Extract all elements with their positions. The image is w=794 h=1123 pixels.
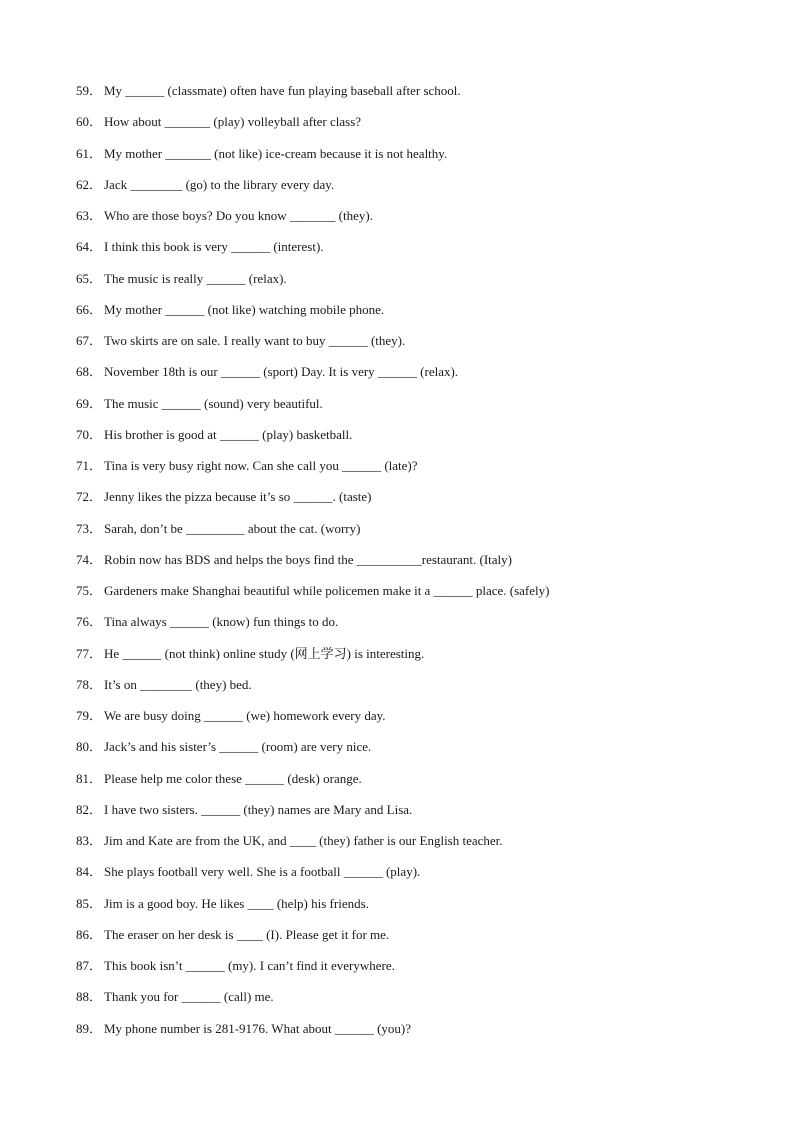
question-item (76, 799, 756, 830)
question-text: I have two sisters. ______ (they) names are Mary and Lisa. (104, 801, 413, 817)
question-text: She plays football very well. She is a football ______ (play). (104, 864, 421, 880)
question-text: We are busy doing ______ (we) homework every day. (104, 708, 386, 723)
question-number: 66． (76, 301, 103, 317)
question-number: 63． (76, 208, 103, 223)
question-number: 79． (76, 708, 103, 723)
question-text: Who are those boys? Do you know _______ (they). (104, 208, 373, 223)
question-text: His brother is good at ______ (play) basketball. (104, 426, 353, 442)
question-text: The eraser on her desk is ____ (I). Please get it for me. (104, 926, 390, 942)
question-text: The music is really ______ (relax). (104, 270, 287, 286)
question-item (76, 674, 756, 705)
question-text: This book isn’t ______ (my). I can’t find it everywhere. (104, 958, 395, 973)
question-number: 60． (76, 114, 103, 130)
question-text: Gardeners make Shanghai beautiful while policemen make it a ______ place. (safely) (104, 583, 550, 598)
question-number: 72． (76, 489, 103, 505)
question-text: Jack’s and his sister’s ______ (room) are very nice. (104, 739, 372, 755)
question-item (76, 955, 756, 986)
question-number: 86． (76, 926, 103, 942)
question-item (76, 111, 756, 142)
question-number: 76． (76, 614, 103, 630)
question-text: Thank you for ______ (call) me. (104, 989, 274, 1005)
question-number: 75． (76, 583, 103, 598)
question-number: 84． (76, 864, 103, 880)
question-text: Two skirts are on sale. I really want to buy ______ (they). (104, 333, 406, 348)
question-text: Tina is very busy right now. Can she call you ______ (late)? (104, 458, 418, 473)
question-number: 61． (76, 145, 103, 161)
question-number: 59． (76, 83, 103, 98)
question-text: My ______ (classmate) often have fun playing baseball after school. (104, 83, 461, 98)
question-text: He ______ (not think) online study (网上学习) is interesting. (104, 645, 425, 661)
question-item (76, 549, 756, 580)
question-item (76, 830, 756, 861)
question-text: My mother ______ (not like) watching mobile phone. (104, 301, 385, 317)
question-text: Robin now has BDS and helps the boys find the __________restaurant. (Italy) (104, 551, 512, 567)
question-text: I think this book is very ______ (interest). (104, 239, 324, 255)
question-number: 82． (76, 801, 103, 817)
question-list (76, 80, 756, 1049)
question-text: Sarah, don’t be _________ about the cat. (worry) (104, 520, 361, 536)
question-number: 73． (76, 520, 103, 536)
question-number: 89． (76, 1020, 103, 1036)
question-text: Jenny likes the pizza because it’s so ______. (taste) (104, 489, 372, 505)
question-item (76, 1018, 756, 1049)
question-text: My mother _______ (not like) ice-cream because it is not healthy. (104, 145, 448, 161)
question-text: Jim and Kate are from the UK, and ____ (they) father is our English teacher. (104, 833, 503, 848)
question-number: 87． (76, 958, 103, 973)
question-text: Jim is a good boy. He likes ____ (help) his friends. (104, 895, 369, 911)
question-item (76, 205, 756, 236)
question-number: 70． (76, 426, 103, 442)
question-item (76, 861, 756, 892)
question-item (76, 486, 756, 517)
question-item (76, 705, 756, 736)
question-item (76, 986, 756, 1017)
question-number: 64． (76, 239, 103, 255)
question-item (76, 174, 756, 205)
question-number: 78． (76, 676, 103, 692)
question-item (76, 330, 756, 361)
question-item (76, 424, 756, 455)
question-item (76, 924, 756, 955)
question-number: 74． (76, 551, 103, 567)
question-text: The music ______ (sound) very beautiful. (104, 395, 323, 411)
question-number: 83． (76, 833, 103, 848)
question-number: 81． (76, 770, 103, 786)
question-number: 88． (76, 989, 103, 1005)
question-item (76, 393, 756, 424)
question-item (76, 361, 756, 392)
question-item (76, 268, 756, 299)
question-item (76, 80, 756, 111)
question-number: 67． (76, 333, 103, 348)
question-number: 68． (76, 364, 103, 380)
question-text: How about _______ (play) volleyball after class? (104, 114, 362, 130)
question-item (76, 455, 756, 486)
question-text: My phone number is 281-9176. What about ______ (you)? (104, 1020, 412, 1036)
question-item (76, 143, 756, 174)
question-number: 65． (76, 270, 103, 286)
question-item (76, 236, 756, 267)
question-number: 71． (76, 458, 103, 473)
question-text: Tina always ______ (know) fun things to do. (104, 614, 339, 630)
question-text: Please help me color these ______ (desk) orange. (104, 770, 362, 786)
question-number: 85． (76, 895, 103, 911)
question-text: November 18th is our ______ (sport) Day. It is very ______ (relax). (104, 364, 459, 380)
question-item (76, 299, 756, 330)
question-number: 80． (76, 739, 103, 755)
question-number: 62． (76, 176, 103, 192)
question-item (76, 611, 756, 642)
question-item (76, 736, 756, 767)
question-item (76, 643, 756, 674)
question-text: Jack ________ (go) to the library every day. (104, 176, 335, 192)
question-item (76, 768, 756, 799)
question-text: It’s on ________ (they) bed. (104, 676, 252, 692)
question-number: 69． (76, 395, 103, 411)
question-item (76, 518, 756, 549)
question-number: 77． (76, 645, 103, 661)
question-item (76, 893, 756, 924)
question-item (76, 580, 756, 611)
